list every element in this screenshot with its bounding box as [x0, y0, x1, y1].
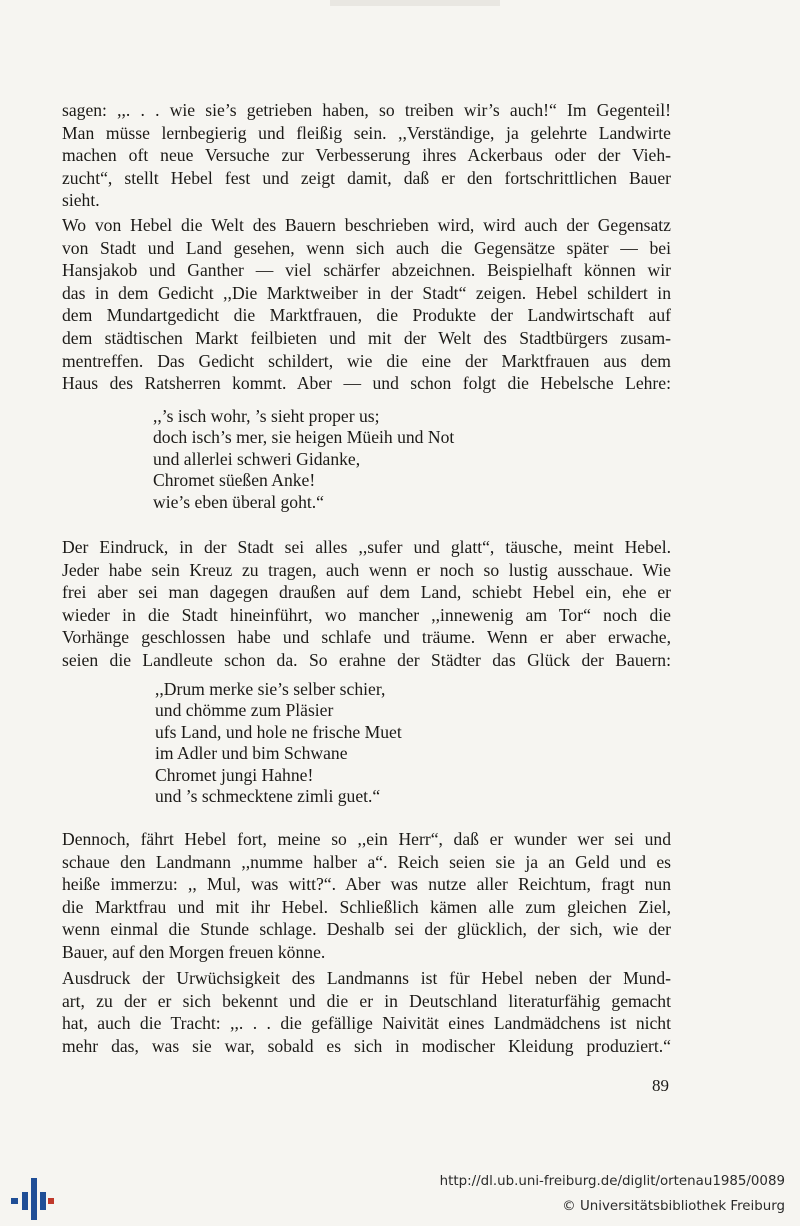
page-number: 89: [652, 1076, 669, 1095]
verse-line: und ’s schmecktene zimli guet.“: [155, 786, 381, 807]
text-line: Hansjakob und Ganther — viel schärfer abzeichnen. Beispielhaft können wir: [62, 260, 671, 281]
text-line: hat, auch die Tracht: ,,. . . die gefällige Naivität eines Landmädchens ist nicht: [62, 1013, 671, 1034]
verse-line: und allerlei schweri Gidanke,: [153, 448, 361, 469]
verse-line: ,,’s isch wohr, ’s sieht proper us;: [153, 406, 380, 426]
text-line: frei aber sei man dagegen draußen auf dem Land, schiebt Hebel ein, ehe er: [62, 582, 671, 603]
text-line: sagen: ,,. . . wie sie’s getrieben haben, so treiben wir’s auch!“ Im Gegenteil!: [62, 100, 671, 120]
text-line: wieder in die Stadt hineinführt, wo mancher ,,innewenig am Tor“ noch die: [62, 604, 671, 625]
text-line: mehr das, was sie war, sobald es sich in modischer Kleidung produziert.“: [62, 1035, 671, 1056]
footer-url-link[interactable]: http://dl.ub.uni-freiburg.de/diglit/ortenau1985/0089: [439, 1174, 785, 1189]
ub-freiburg-logo-icon: [8, 1172, 56, 1224]
text-line: heiße immerzu: ,, Mul, was witt?“. Aber was nutze aller Reichtum, fragt nun: [62, 874, 671, 895]
text-line: Haus des Ratsherren kommt. Aber — und schon folgt die Hebelsche Lehre:: [62, 373, 671, 394]
footer-copyright: © Universitätsbibliothek Freiburg: [562, 1199, 785, 1214]
text-line: art, zu der er sich bekennt und die er in Deutschland literaturfähig gemacht: [62, 990, 671, 1011]
text-line: Vorhänge geschlossen habe und schlafe und träume. Wenn er aber erwache,: [62, 627, 671, 648]
text-line: Wo von Hebel die Welt des Bauern beschrieben wird, wird auch der Gegensatz: [62, 215, 671, 235]
verse-line: Chromet süeßen Anke!: [153, 470, 316, 491]
text-line: wenn einmal die Stunde schlage. Deshalb sei der glücklich, der sich, wie der: [62, 919, 671, 940]
text-line: Dennoch, fährt Hebel fort, meine so ,,ein Herr“, daß er wunder wer sei und: [62, 829, 671, 849]
verse-line: doch isch’s mer, sie heigen Müeih und Not: [153, 427, 455, 448]
verse-line: im Adler und bim Schwane: [155, 743, 348, 764]
paragraph-4: [62, 828, 671, 964]
text-line: dem städtischen Markt feilbieten und mit der Welt des Stadtbürgers zusam-: [62, 327, 671, 348]
paragraph-1: [62, 99, 671, 212]
text-line: dem Mundartgedicht die Marktfrauen, die Produkte der Landwirtschaft auf: [62, 305, 671, 326]
text-line: das in dem Gedicht ,,Die Marktweiber in der Stadt“ zeigen. Hebel schildert in: [62, 282, 671, 303]
verse-line: wie’s eben überal goht.“: [153, 491, 324, 512]
text-line: mentreffen. Das Gedicht schildert, wie die eine der Marktfrauen aus dem: [62, 350, 671, 371]
text-line: die Marktfrau und mit ihr Hebel. Schließlich kämen alle zum gleichen Ziel,: [62, 896, 671, 917]
paragraph-5: [62, 967, 671, 1057]
paragraph-3: [62, 536, 671, 672]
text-line: von Stadt und Land gesehen, wenn sich auch die Gegensätze später — bei: [62, 237, 671, 258]
text-line: Jeder habe sein Kreuz zu tragen, auch wenn er noch so lustig ausschaue. Wie: [62, 559, 671, 580]
top-edge-bleed: [0, 0, 800, 30]
text-line: machen oft neue Versuche zur Verbesserung ihres Ackerbaus oder der Vieh-: [62, 145, 671, 166]
text-line: sieht.: [62, 190, 100, 211]
text-line: seien die Landleute schon da. So erahne der Städter das Glück der Bauern:: [62, 649, 671, 670]
text-line: Man müsse lernbegierig und fleißig sein. ,,Verständige, ja gelehrte Landwirte: [62, 122, 671, 143]
text-line: Der Eindruck, in der Stadt sei alles ,,sufer und glatt“, täusche, meint Hebel.: [62, 537, 671, 557]
verse-line: ,,Drum merke sie’s selber schier,: [155, 679, 386, 699]
verse-line: und chömme zum Pläsier: [155, 700, 334, 721]
text-line: Ausdruck der Urwüchsigkeit des Landmanns ist für Hebel neben der Mund-: [62, 968, 671, 988]
paragraph-2: [62, 214, 671, 395]
text-line: schaue den Landmann ,,numme halber a“. Reich seien sie ja an Geld und es: [62, 851, 671, 872]
text-line: zucht“, stellt Hebel fest und zeigt damit, daß er den fortschrittlichen Bauer: [62, 167, 671, 188]
verse-line: Chromet jungi Hahne!: [155, 764, 314, 785]
poem-quote-1: [153, 406, 454, 513]
text-line: Bauer, auf den Morgen freuen könne.: [62, 941, 326, 962]
verse-line: ufs Land, und hole ne frische Muet: [155, 721, 402, 742]
poem-quote-2: [155, 679, 402, 807]
